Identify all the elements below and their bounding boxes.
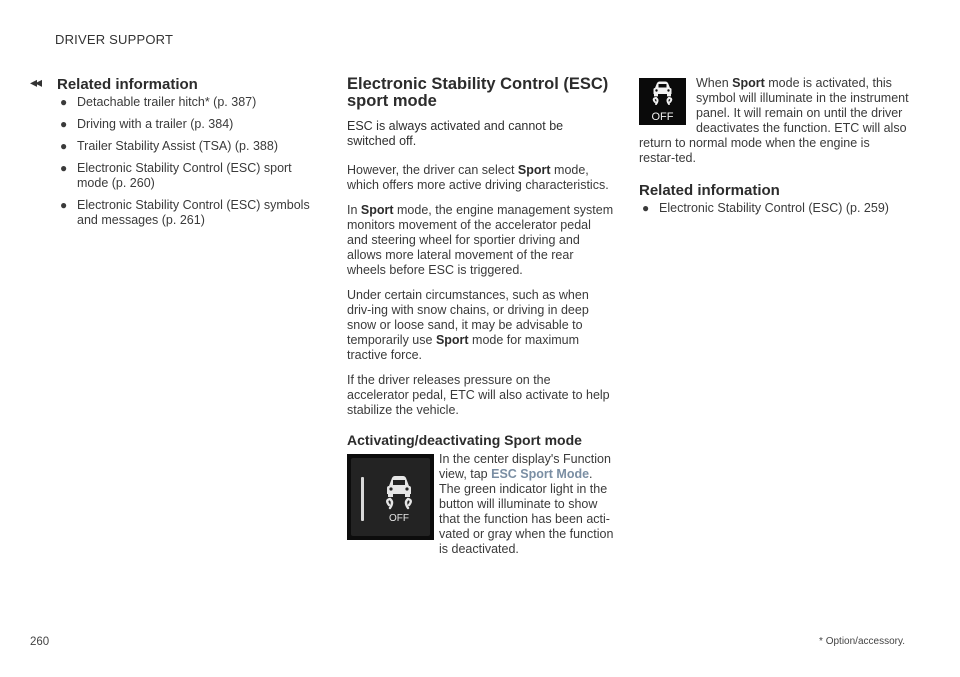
article-lead: ESC is always activated and cannot be switched off. xyxy=(347,119,564,148)
related-link-item[interactable]: ● Electronic Stability Control (ESC) symbols and messages (p. 261) xyxy=(60,198,310,227)
esc-off-symbol-image xyxy=(639,78,686,125)
option-accessory-note: * Option/accessory. xyxy=(819,636,905,647)
related-links-list xyxy=(639,201,909,216)
car-skid-off-icon xyxy=(639,78,686,125)
paragraph-symbol-illuminates: When Sport mode is activated, this symbol will illuminate in the instrument panel. It will remain on until the driver deactivates the function. ETC will also return to normal mode when the engine is restar-ted. xyxy=(639,76,909,165)
paragraph-select-sport: However, the driver can select Sport mode, which offers more active driving characteristics. xyxy=(347,163,609,192)
svg-text:OFF: OFF xyxy=(651,111,674,123)
indicator-light xyxy=(361,477,364,521)
bullet-icon: ● xyxy=(60,198,68,212)
bullet-icon: ● xyxy=(60,161,68,175)
paragraph-engine-management: In Sport mode, the engine management system monitors movement of the accelerator pedal and steering wheel for sportier driving and allows more lateral movement of the rear wheels before ESC is triggered. xyxy=(347,203,614,277)
continued-from-previous-icon: ◂◂ xyxy=(30,74,41,90)
section-header: DRIVER SUPPORT xyxy=(55,32,174,47)
bullet-icon: ● xyxy=(60,95,68,109)
related-link-item[interactable]: ● Detachable trailer hitch* (p. 387) xyxy=(60,95,257,109)
bullet-icon: ● xyxy=(60,139,68,153)
car-skid-off-icon xyxy=(379,472,419,524)
related-link-item[interactable]: ● Trailer Stability Assist (TSA) (p. 388) xyxy=(60,139,278,153)
related-link-item[interactable]: ● Driving with a trailer (p. 384) xyxy=(60,117,234,131)
symbol-paragraph-block xyxy=(639,76,909,166)
related-information-heading: Related information xyxy=(639,182,780,199)
svg-text:OFF: OFF xyxy=(389,513,409,524)
related-information-heading: Related information xyxy=(57,76,198,93)
paragraph-etc: If the driver releases pressure on the accelerator pedal, ETC will also activate to help stabilize the vehicle. xyxy=(347,373,610,417)
column-esc-sport-mode xyxy=(347,76,614,567)
bullet-icon: ● xyxy=(642,201,650,215)
paragraph-function-view: In the center display's Function view, tap ESC Sport Mode. The green indicator light in the button will illuminate to show that the function has been acti-vated or gray when the function is deactivated. xyxy=(439,452,614,556)
paragraph-snow-chains: Under certain circumstances, such as when driv-ing with snow chains, or driving in deep snow or loose sand, it may be advisable to temporarily use Sport mode for maximum tractive force. xyxy=(347,288,589,362)
bullet-icon: ● xyxy=(60,117,68,131)
related-link-item[interactable]: ● Electronic Stability Control (ESC) (p. 259) xyxy=(642,201,889,215)
article-title: Electronic Stability Control (ESC) sport mode xyxy=(347,75,609,110)
esc-sport-mode-link[interactable]: ESC Sport Mode xyxy=(491,467,590,481)
related-links-list xyxy=(57,95,322,228)
related-link-item[interactable]: ● Electronic Stability Control (ESC) sport mode (p. 260) xyxy=(60,161,292,190)
column-symbol-info xyxy=(639,76,909,223)
activating-subheading: Activating/deactivating Sport mode xyxy=(347,432,582,448)
activation-instructions xyxy=(347,452,614,557)
column-related-info-trailer xyxy=(57,76,322,235)
page-number: 260 xyxy=(30,636,50,648)
esc-sport-button-image xyxy=(347,454,434,540)
